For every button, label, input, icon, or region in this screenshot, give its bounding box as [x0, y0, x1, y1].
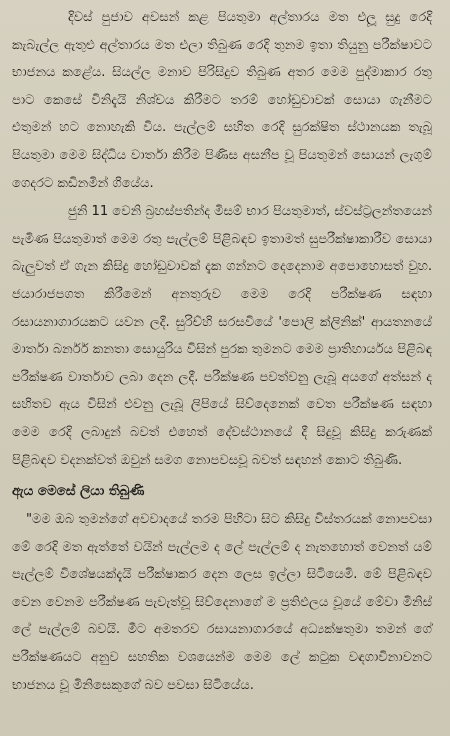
- section-subheading: ඇය මෙසේ ලියා තිබුණි: [12, 483, 145, 500]
- paragraph-3-quote: "මම ඔබ තුමන්ගේ අවවාදයේ තරම පිහිටා සිට කිසිදු විස්තරයක් නොපවසා මේ රෙදි මත ඇත්තේ වයින් පැල්ලම ද ලේ පැල්ලම් ද නැතහොත් වෙනත් යම් පැල්ලම් විශේෂයක්දැයි පරීක්ෂාකර දෙන ලෙස ඉල්ලා සිටියෙමි. මේ පිළිබඳව වෙන වෙනම පරීක්ෂණ පැවැත්වූ සිව්දෙනාගේ ම ප්‍රතිඵලය වූයේ මේවා මිනිස් ලේ පැල්ලම් බවයි. මීට අමතරව රසායනාගාරයේ අධ්‍යක්ෂතුමා තමන් ගේ පරීක්ෂණයට අනුව සහතික වශයෙන්ම මෙම ලේ කටුක වඳගාවිනාවනට භාජනය වූ මිනිසෙකුගේ බව පවසා සිටියේය.: [12, 512, 432, 693]
- paragraph-1: දිවස් පුජාව අවසන් කළ පියතුමා අල්තාරය මත එලූ සුදු රෙදි කැබැල්ල ඇතුළු අල්තාරය මත එලා තිබුණ රෙදි තුනම ඉතා තියුනු පරීක්ෂාවට භාජනය කළේය. සියල්ල මනාව පිරිසිදුව තිබුණ අතර මෙම පුද්මාකාර රතු පාට කෙසේ විනිදැයි නිශ්චය කිරීමට තරම් හෝඩුවාවක් සොයා ගැනීමට එතුමන් හට නොහැකි විය. පැල්ලම් සහිත රෙදි සුරක්ෂිත ස්ථානයක තැබූ පියතුමා මෙම සිද්ධිය වාර්තා කිරීම පිණිස අසනීප වූ පියතුමන් සොයන් ලැගුම් ගෙදරට කඩිනමින් ගියේය.: [12, 10, 432, 191]
- paragraph-2: ජුනි 11 වෙනි බ්‍රහස්පතින්ද මිසම් භාර පියතුමාත්, ස්වස්ට්‍රලන්තයෙන් පැමිණ පියතුමාත් මෙම රතු පැල්ලම් පිළිබඳව ඉතාමත් සුපරීක්ෂාකාරීව සොයා බැලුවත් ඒ ගැන කිසිදු හෝඩුවාවක් දැක ගන්නට දෙදෙනාම අපොහොසත් වුහ. ජයාරාජපගත කිරීමෙන් අනතුරුව මෙම රෙදි පරීක්ෂණ සඳහා රසායනාගාරයකට යවන ලදී. සුරිච්හි සරසවියේ 'පොලි ක්ලිනික්' ආයතනයේ මාර්තා බර්නර් කනතා සොයුරිය විසින් පුරක තුමනට මෙම ප්‍රාතිහාර්යය පිළිබඳ පරීක්ෂණ වාර්තාව ලබා දෙන ලදී. පරීක්ෂණ පවත්වනු ලැබූ අයගේ අත්සන් ද සහිතව ඇය විසින් එවනු ලැබූ ලිපියේ සිව්දෙනෙක් වෙත පරීක්ෂණ සඳහා මෙම රෙදි ලබාදුන් බවත් එහෙත් දේවස්ථානයේ දී සිදුවූ කිසිදු කරුණක් පිළිබඳව වදනක්වත් ඔවුන් සමග නොපවසවූ බවත් සඳහන් කොට තිබුණි.: [12, 204, 432, 468]
